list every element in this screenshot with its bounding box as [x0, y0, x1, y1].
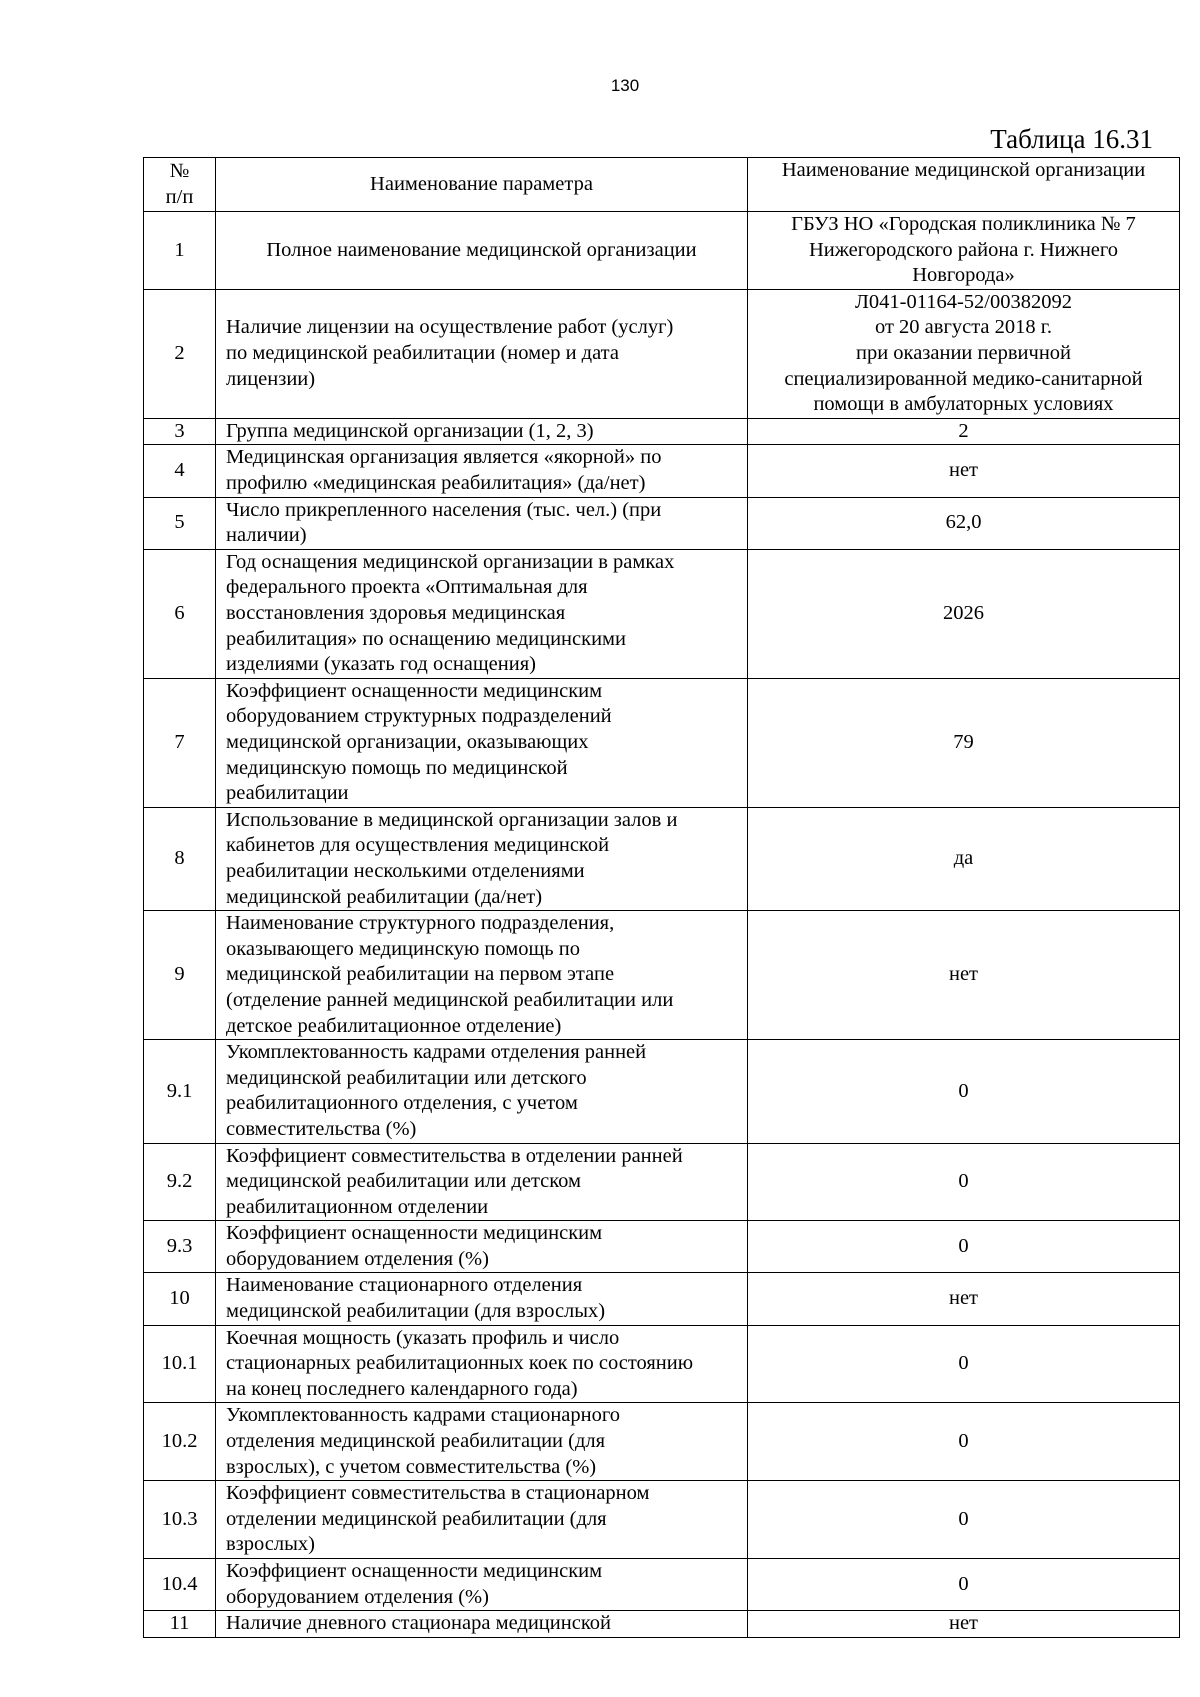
- row-value: нет: [748, 911, 1180, 1040]
- row-value: 0: [748, 1143, 1180, 1221]
- row-param: Медицинская организация является «якорной» по профилю «медицинская реабилитация» (да/нет): [216, 445, 748, 497]
- table-row: [144, 445, 1180, 497]
- table-header-row: [144, 158, 1180, 212]
- table-row: [144, 1481, 1180, 1559]
- table-row: [144, 549, 1180, 678]
- row-param: Наличие лицензии на осуществление работ (услуг) по медицинской реабилитации (номер и дата лицензии): [216, 289, 748, 418]
- table-row: [144, 1611, 1180, 1638]
- row-num: 9.1: [144, 1040, 216, 1143]
- row-num: 1: [144, 212, 216, 290]
- row-param: Коэффициент оснащенности медицинским оборудованием отделения (%): [216, 1221, 748, 1273]
- row-param: Коэффициент совместительства в отделении ранней медицинской реабилитации или детском реабилитационном отделении: [216, 1143, 748, 1221]
- row-value: 0: [748, 1481, 1180, 1559]
- page-number: 130: [610, 76, 640, 95]
- row-num: 10.2: [144, 1403, 216, 1481]
- row-param: Коэффициент совместительства в стационарном отделении медицинской реабилитации (для взрослых): [216, 1481, 748, 1559]
- row-num: 3: [144, 418, 216, 445]
- row-value: нет: [748, 1611, 1180, 1638]
- row-value: 2026: [748, 549, 1180, 678]
- row-num: 6: [144, 549, 216, 678]
- row-value: 62,0: [748, 497, 1180, 549]
- row-param: Коечная мощность (указать профиль и число стационарных реабилитационных коек по состоянию на конец последнего календарного года): [216, 1325, 748, 1403]
- table-row: [144, 1559, 1180, 1611]
- row-num: 5: [144, 497, 216, 549]
- row-param: Укомплектованность кадрами отделения ранней медицинской реабилитации или детского реабилитационного отделения, с учетом совместительства (%): [216, 1040, 748, 1143]
- table-row: [144, 678, 1180, 807]
- table-row: [144, 1325, 1180, 1403]
- row-param: Использование в медицинской организации залов и кабинетов для осуществления медицинской реабилитации несколькими отделениями медицинской реабилитации (да/нет): [216, 807, 748, 910]
- parameters-table: [143, 157, 1180, 1638]
- table-row: [144, 497, 1180, 549]
- table-row: [144, 289, 1180, 418]
- row-num: 10.1: [144, 1325, 216, 1403]
- table-row: [144, 1273, 1180, 1325]
- row-value: 0: [748, 1403, 1180, 1481]
- table-row: [144, 1403, 1180, 1481]
- row-value: 0: [748, 1559, 1180, 1611]
- row-param: Группа медицинской организации (1, 2, 3): [216, 418, 748, 445]
- header-num: № п/п: [144, 158, 216, 212]
- row-param: Наименование стационарного отделения медицинской реабилитации (для взрослых): [216, 1273, 748, 1325]
- row-value: 0: [748, 1221, 1180, 1273]
- row-value: нет: [748, 445, 1180, 497]
- table-row: [144, 911, 1180, 1040]
- row-value: да: [748, 807, 1180, 910]
- row-num: 4: [144, 445, 216, 497]
- row-num: 7: [144, 678, 216, 807]
- row-value: 79: [748, 678, 1180, 807]
- row-param: Коэффициент оснащенности медицинским оборудованием отделения (%): [216, 1559, 748, 1611]
- row-value: 0: [748, 1040, 1180, 1143]
- table-row: [144, 418, 1180, 445]
- row-num: 9: [144, 911, 216, 1040]
- row-num: 9.3: [144, 1221, 216, 1273]
- row-param: Число прикрепленного населения (тыс. чел.) (при наличии): [216, 497, 748, 549]
- row-num: 2: [144, 289, 216, 418]
- header-value: Наименование медицинской организации: [748, 158, 1180, 212]
- row-value: 2: [748, 418, 1180, 445]
- row-num: 11: [144, 1611, 216, 1638]
- table-row: [144, 1221, 1180, 1273]
- table-row: [144, 1040, 1180, 1143]
- table-row: [144, 212, 1180, 290]
- row-num: 9.2: [144, 1143, 216, 1221]
- row-num: 10.4: [144, 1559, 216, 1611]
- table-row: [144, 807, 1180, 910]
- row-num: 10: [144, 1273, 216, 1325]
- row-value: нет: [748, 1273, 1180, 1325]
- row-value: Л041-01164-52/00382092 от 20 августа 2018 г. при оказании первичной специализированной медико-санитарной помощи в амбулаторных условиях: [748, 289, 1180, 418]
- header-param: Наименование параметра: [216, 158, 748, 212]
- row-num: 10.3: [144, 1481, 216, 1559]
- row-param: Наименование структурного подразделения, оказывающего медицинскую помощь по медицинской реабилитации на первом этапе (отделение ранней медицинской реабилитации или детское реабилитационное отделение): [216, 911, 748, 1040]
- table-caption: Таблица 16.31: [990, 124, 1153, 154]
- row-num: 8: [144, 807, 216, 910]
- row-param: Год оснащения медицинской организации в рамках федерального проекта «Оптимальная для восстановления здоровья медицинская реабилитация» по оснащению медицинскими изделиями (указать год оснащения): [216, 549, 748, 678]
- row-param: Укомплектованность кадрами стационарного отделения медицинской реабилитации (для взрослых), с учетом совместительства (%): [216, 1403, 748, 1481]
- table-row: [144, 1143, 1180, 1221]
- row-param: Наличие дневного стационара медицинской: [216, 1611, 748, 1638]
- row-param: Коэффициент оснащенности медицинским оборудованием структурных подразделений медицинской организации, оказывающих медицинскую помощь по медицинской реабилитации: [216, 678, 748, 807]
- row-value: ГБУЗ НО «Городская поликлиника № 7 Нижегородского района г. Нижнего Новгорода»: [748, 212, 1180, 290]
- row-param: Полное наименование медицинской организации: [216, 212, 748, 290]
- row-value: 0: [748, 1325, 1180, 1403]
